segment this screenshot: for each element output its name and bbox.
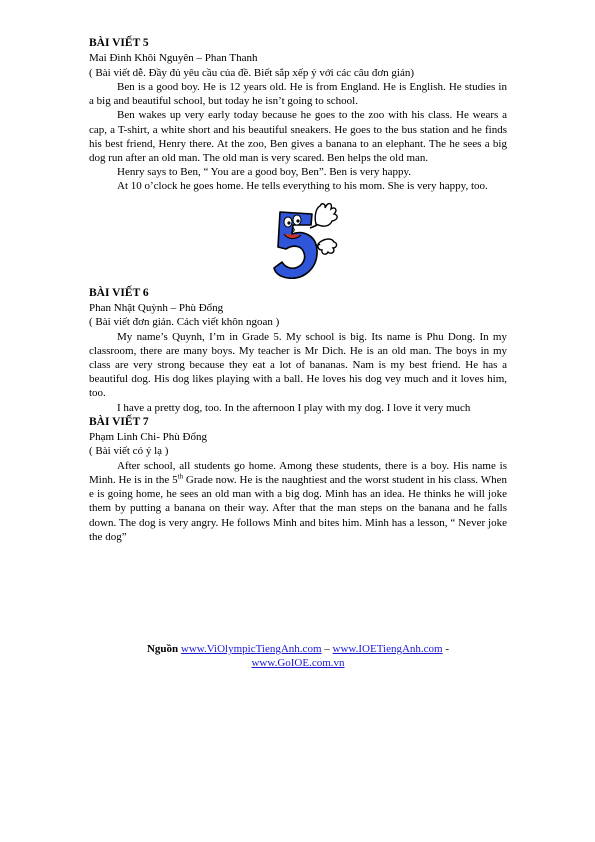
essay-5-paragraph: Ben is a good boy. He is 12 years old. He is from England. He is English. He studies in a big and beautiful school, but today he isn’t going to school. <box>89 81 507 108</box>
essay-6-paragraph: My name’s Quynh, I’m in Grade 5. My school is big. Its name is Phu Dong. In my classroom, there are many boys. My teacher is Mr Dich. He is an old man. The boys in my class are very strong because they eat a lot of bananas. Nam is my best friend. He has a beautiful dog. His dog likes playing with a ball. He loves his dog vey much and it loves him, too. <box>89 330 507 400</box>
essay-6-title: BÀI VIẾT 6 <box>89 286 149 299</box>
source-footer <box>89 642 507 670</box>
number-five-illustration <box>89 198 507 282</box>
essay-6-paragraph: I have a pretty dog, too. In the afternoon I play with my dog. I love it very much <box>117 401 471 414</box>
ioe-link[interactable]: www.IOETiengAnh.com <box>332 643 443 655</box>
document-body <box>89 36 507 544</box>
essay-7-author: Phạm Linh Chi- Phù Đổng <box>89 430 207 443</box>
goioe-link[interactable]: www.GoIOE.com.vn <box>251 657 345 669</box>
essay-5-title: BÀI VIẾT 5 <box>89 37 149 49</box>
essay-5-paragraph: Henry says to Ben, “ You are a good boy, Ben”. Ben is very happy. <box>117 166 411 179</box>
essay-7-text-part-1: After school, all students go home. Among these students, there is a boy. His name is Minh. He is in the 5 <box>89 459 507 487</box>
essay-5-author: Mai Đình Khôi Nguyên – Phan Thanh <box>89 52 258 64</box>
essay-6-comment: ( Bài viết đơn giản. Cách viết khôn ngoan ) <box>89 316 280 329</box>
essay-7-comment: ( Bài viết có ý lạ ) <box>89 445 169 458</box>
essay-6-author: Phan Nhật Quỳnh – Phù Đổng <box>89 301 224 314</box>
footer-dash: – <box>324 643 330 655</box>
essay-7-paragraph <box>89 459 507 544</box>
violympic-link[interactable]: www.ViOlympicTiengAnh.com <box>180 643 322 655</box>
essay-5-paragraph: At 10 o’clock he goes home. He tells everything to his mom. She is very happy, too. <box>117 180 488 193</box>
essay-5-paragraph: Ben wakes up very early today because he goes to the zoo with his class. He wears a cap, a T-shirt, a white short and his beautiful sneakers. He goes to the bus station and he finds his best friend, Henry there. At the zoo, Ben gives a banana to an elephant. The he sees a big dog run after an old man. The old man is very scared. Ben helps the old man. <box>89 109 507 165</box>
ordinal-suffix: th <box>177 472 184 481</box>
essay-7-text-part-2: Grade now. He is the naughtiest and the worst student in his class. When e is going home, he sees an old man with a big dog. Minh has an idea. He thinks he will joke them by putting a banana on their way. After that the man steps on the banana and he falls down. The dog is very angry. He follows Minh and bites him. Minh has a lesson, “ Never joke the dog” <box>89 474 507 543</box>
source-label: Nguồn <box>146 643 179 655</box>
essay-5-comment: ( Bài viết dễ. Đầy đủ yêu cầu của đề. Biết sắp xếp ý với các câu đơn giản) <box>89 66 415 79</box>
essay-7-title: BÀI VIẾT 7 <box>89 415 149 428</box>
cartoon-number-five-icon <box>270 198 342 282</box>
footer-separator: - <box>445 643 450 655</box>
